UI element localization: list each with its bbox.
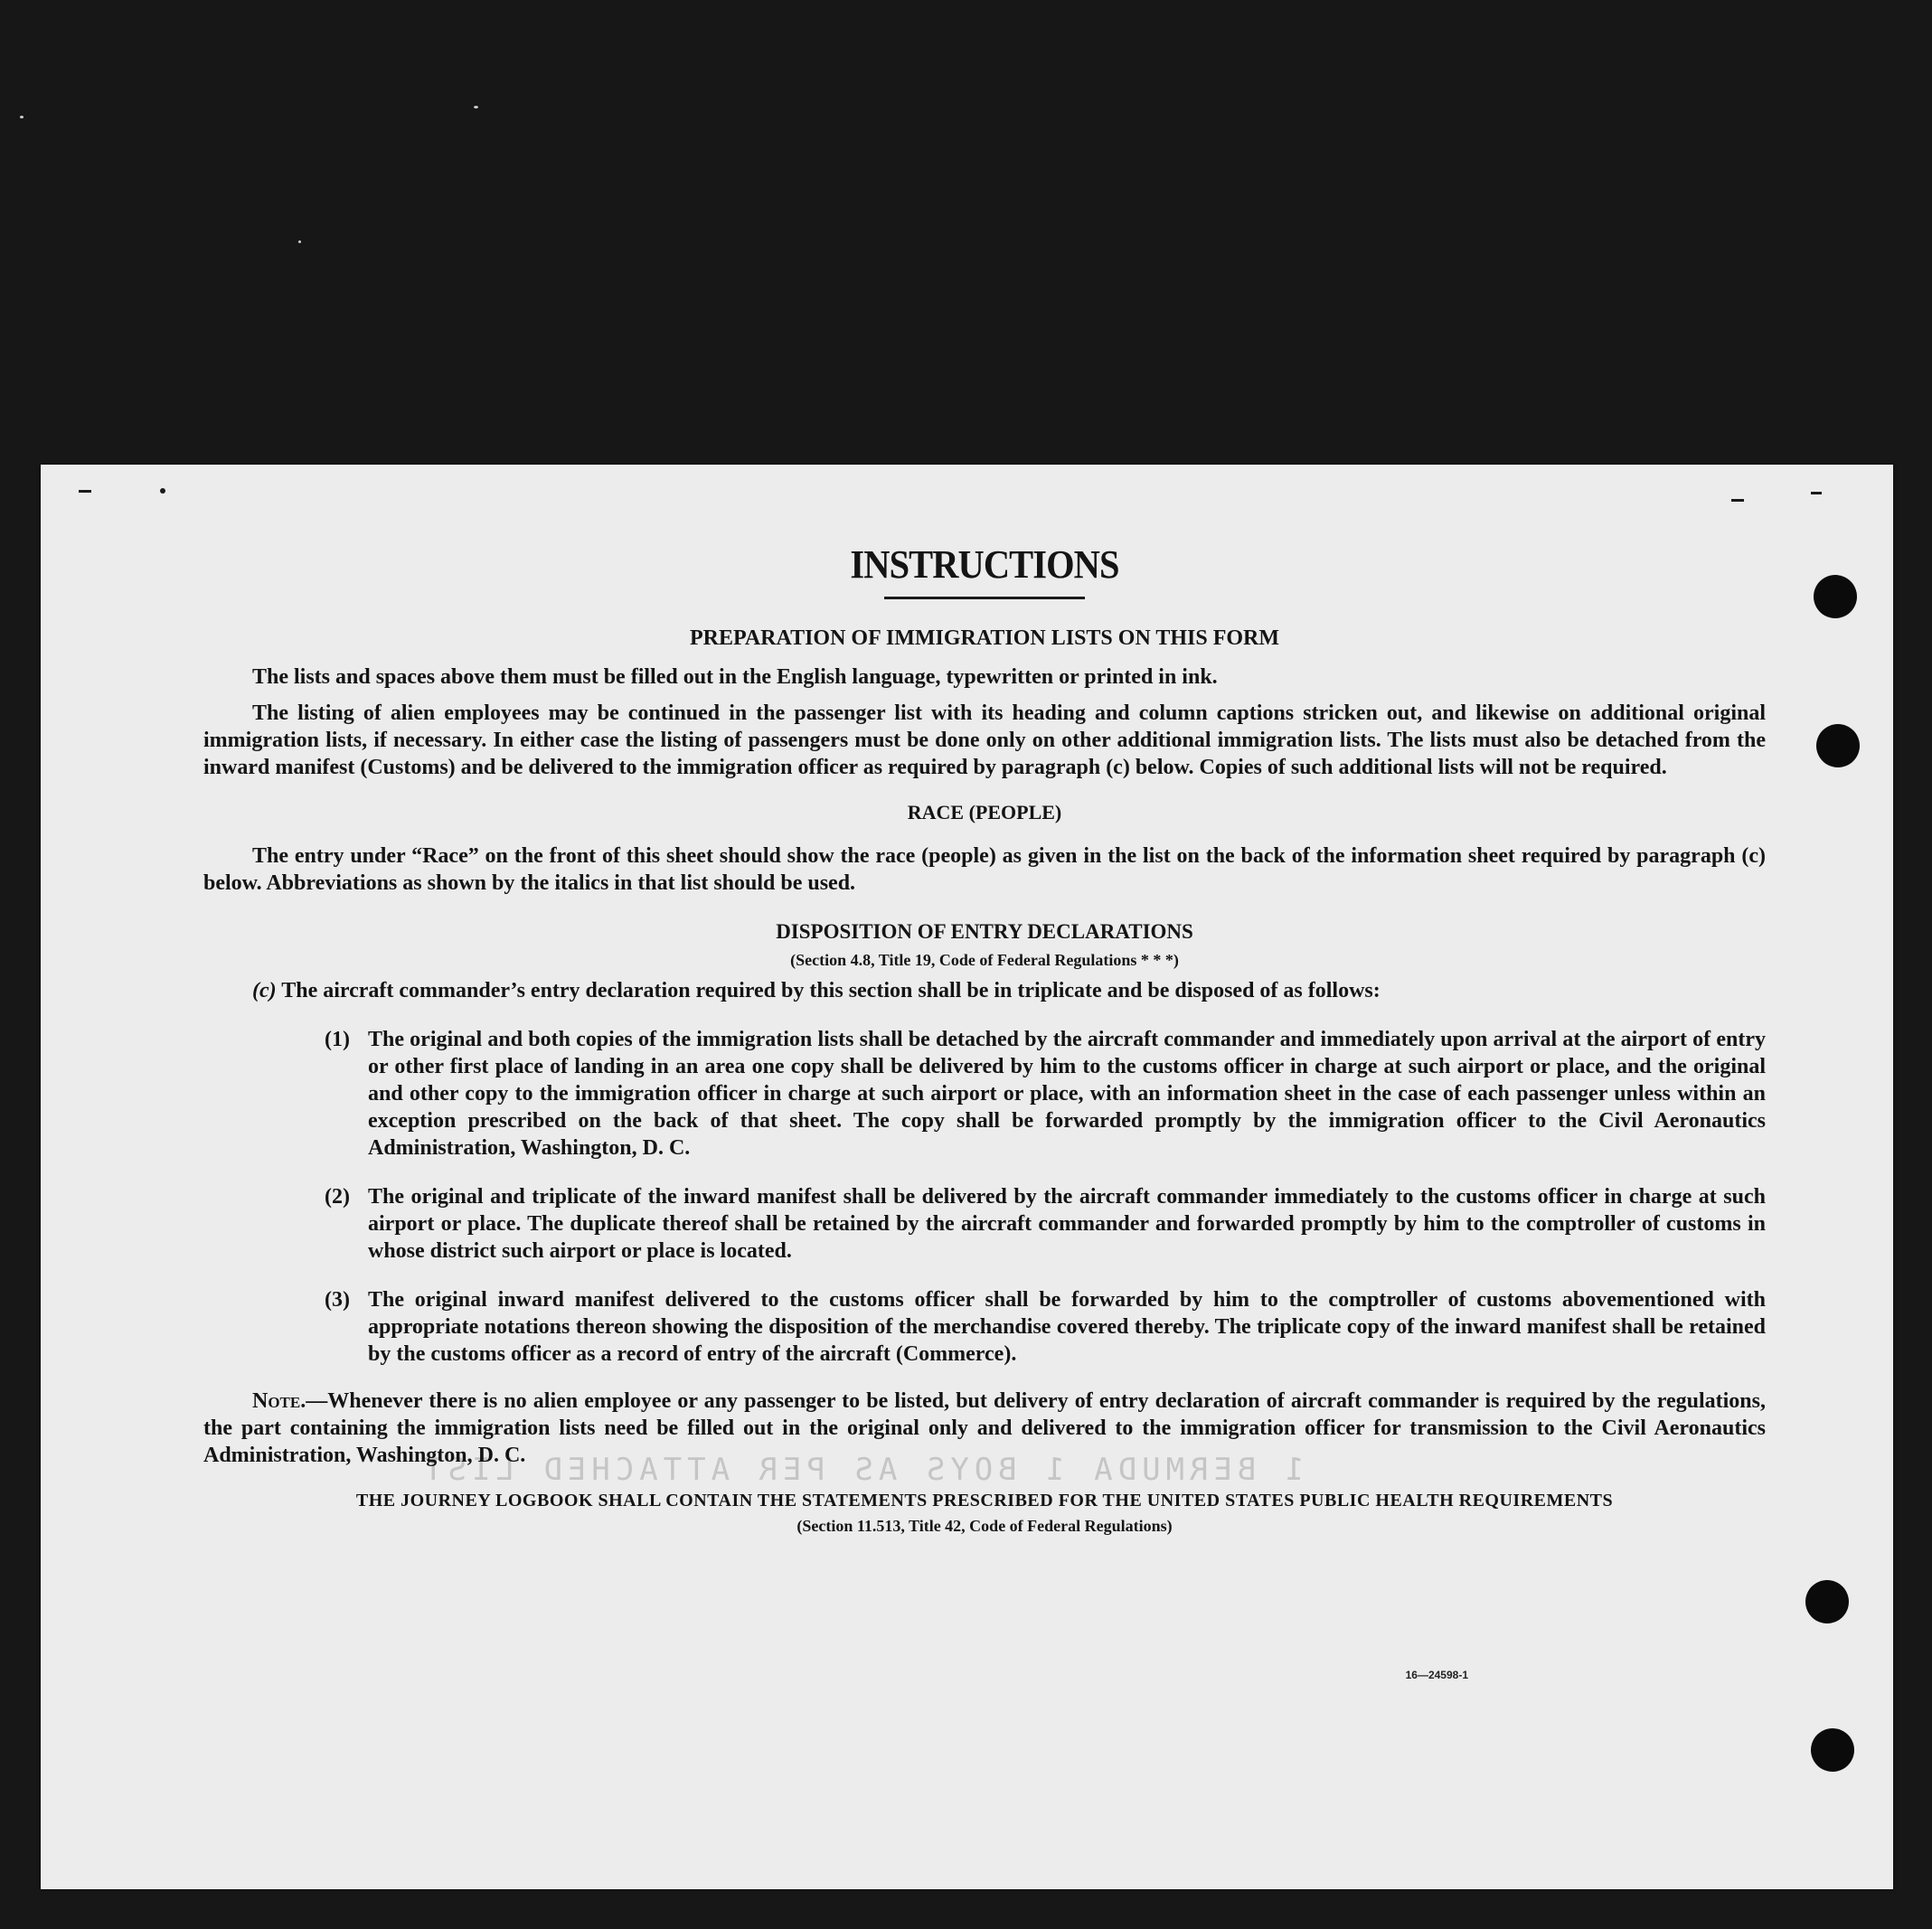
item-text: The original and both copies of the immigration lists shall be detached by the aircraft commander and immediately upon arrival at the airport of entry or other first place of landing in an area one copy shall be delivered by him to the customs officer in charge at such airport or place, and the original and other copy to the immigration officer in charge at such airport or place, with an information sheet in the case of each passenger unless within an exception prescribed on the back of that sheet. The copy shall be forwarded promptly by the immigration officer to the Civil Aeronautics Administration, Washington, D. C. — [368, 1028, 1766, 1160]
punch-hole — [1811, 1728, 1854, 1772]
scan-mark — [79, 490, 91, 493]
scan-speck — [474, 106, 478, 108]
preparation-paragraph-2: The listing of alien employees may be continued in the passenger list with its heading and column captions stricken out, and likewise on additional original immigration lists, if necessary. In either case the listing of passengers must be done only on other additional immigration lists. The lists must also be detached from the inward manifest (Customs) and be delivered to the immigration officer as required by paragraph (c) below. Copies of such additional lists will not be required. — [203, 701, 1766, 779]
item-number: (3) — [325, 1288, 350, 1312]
scan-mark — [1731, 499, 1744, 502]
document-sheet — [41, 465, 1893, 1889]
race-paragraph: The entry under “Race” on the front of this sheet should show the race (people) as given in the list on the back of the information sheet required by paragraph (c) below. Abbreviations as shown by the italics in that list should be used. — [203, 844, 1766, 895]
punch-hole — [1816, 724, 1860, 767]
scan-mark — [1811, 492, 1822, 494]
item-text: The original and triplicate of the inward manifest shall be delivered by the aircraft commander immediately to the customs officer in charge at such airport or place. The duplicate thereof shall be retained by the aircraft commander and forwarded promptly by him to the comptroller of customs in whose district such airport or place is located. — [368, 1185, 1766, 1263]
note-label: Note. — [252, 1389, 306, 1413]
scan-mark — [160, 488, 165, 494]
punch-hole — [1814, 575, 1857, 618]
note-text: —Whenever there is no alien employee or any passenger to be listed, but delivery of entry declaration of aircraft commander is required by the regulations, the part containing the immigration lists need be filled out in the original only and delivered to the immigration officer for transmission to the Civil Aeronautics Administration, Washington, D. C. — [203, 1389, 1766, 1467]
scan-speck — [20, 116, 24, 118]
disposition-heading: DISPOSITION OF ENTRY DECLARATIONS — [776, 920, 1193, 943]
health-requirement-citation: (Section 11.513, Title 42, Code of Federal Regulations) — [796, 1517, 1173, 1535]
health-requirement-line: THE JOURNEY LOGBOOK SHALL CONTAIN THE STATEMENTS PRESCRIBED FOR THE UNITED STATES PUBLIC HEALTH REQUIREMENTS — [355, 1491, 1614, 1510]
item-number: (1) — [325, 1028, 350, 1051]
preparation-heading: PREPARATION OF IMMIGRATION LISTS ON THIS FORM — [689, 626, 1280, 650]
disposition-intro — [203, 977, 1766, 1004]
punch-hole — [1805, 1580, 1849, 1623]
disposition-intro-text: The aircraft commander’s entry declaration required by this section shall be in triplicate and be disposed of as follows: — [281, 979, 1381, 1002]
disposition-item — [325, 1286, 1766, 1368]
disposition-intro-label: (c) — [252, 979, 277, 1002]
disposition-item — [325, 1183, 1766, 1265]
item-text: The original inward manifest delivered to the customs officer shall be forwarded by him to the comptroller of customs abovementioned with appropriate notations thereon showing the disposition of the merchandise covered thereby. The triplicate copy of the inward manifest shall be retained by the customs officer as a record of entry of the aircraft (Commerce). — [368, 1288, 1766, 1366]
race-heading: RACE (PEOPLE) — [907, 801, 1062, 823]
item-number: (2) — [325, 1185, 350, 1209]
form-code: 16—24598-1 — [1405, 1669, 1468, 1681]
disposition-item — [325, 1026, 1766, 1162]
document-content — [203, 537, 1766, 1536]
preparation-paragraph-1: The lists and spaces above them must be filled out in the English language, typewritten or printed in ink. — [252, 665, 1218, 689]
disposition-citation: (Section 4.8, Title 19, Code of Federal Regulations * * *) — [790, 951, 1179, 969]
scan-speck — [298, 240, 301, 243]
bleed-through-handwriting: 1 BERMUDA 1 BOYS AS PER ATTACHED LIST — [419, 1452, 1305, 1488]
title-underline — [884, 597, 1085, 599]
note-paragraph — [203, 1388, 1766, 1469]
document-title: INSTRUCTIONS — [850, 542, 1119, 587]
